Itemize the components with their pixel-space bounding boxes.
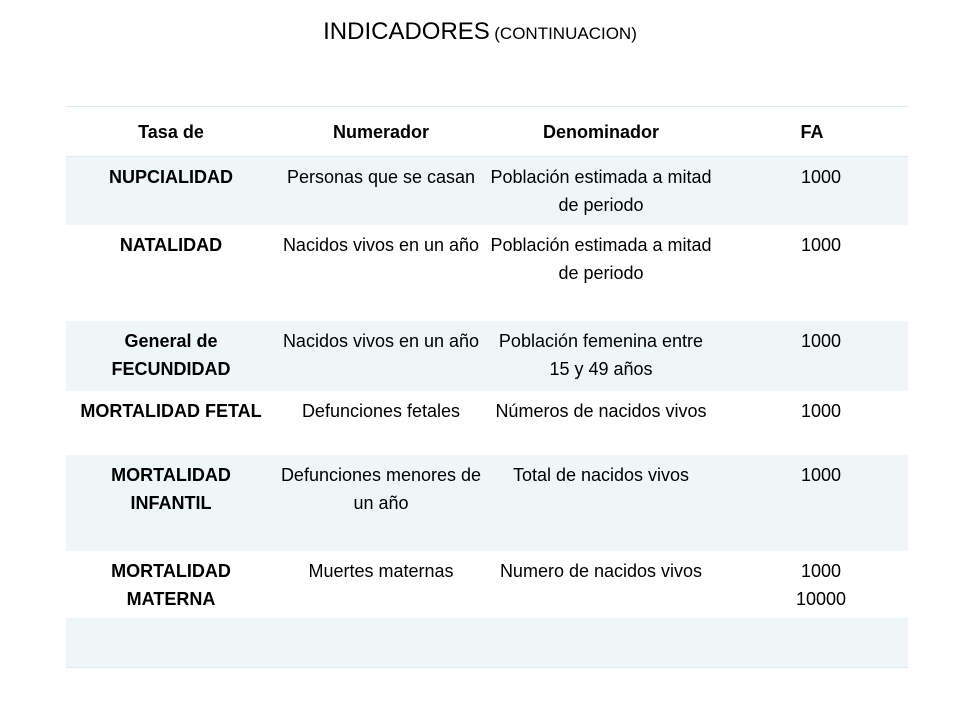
table-row [66,391,908,455]
header-numerador: Numerador [276,107,486,157]
table-header-row [66,107,908,157]
header-fa: FA [716,107,908,157]
cell-numerador: Nacidos vivos en un año [276,321,486,391]
table-row [66,157,908,225]
fa-value-secondary: 10000 [795,588,847,609]
table-row [66,455,908,551]
table-row [66,551,908,618]
table-row [66,321,908,391]
cell-tasa: MORTALIDAD FETAL [80,400,262,421]
title-subtitle: (CONTINUACION) [494,24,637,43]
title-main: INDICADORES [323,18,490,45]
cell-denominador: Total de nacidos vivos [486,455,716,551]
fa-value: 1000 [800,464,842,485]
cell-fa [716,225,908,321]
cell-numerador: Personas que se casan [276,157,486,225]
cell-tasa: NUPCIALIDAD [66,157,276,225]
fa-value: 1000 [800,167,842,187]
cell-denominador: Población femenina entre 15 y 49 años [486,321,716,391]
cell-empty [716,618,908,668]
cell-numerador: Muertes maternas [308,560,454,581]
cell-empty [66,618,276,668]
indicators-table [66,106,908,668]
cell-fa [716,157,908,225]
cell-denominador: Población estimada a mitad de periodo [486,157,716,225]
cell-fa [716,455,908,551]
cell-numerador: Defunciones menores de un año [276,455,486,551]
cell-denominador: Numero de nacidos vivos [499,560,703,581]
cell-fa [716,321,908,391]
cell-numerador: Nacidos vivos en un año [282,234,480,255]
cell-tasa: General de FECUNDIDAD [66,321,276,391]
fa-value: 1000 [800,234,842,255]
header-denominador: Denominador [486,107,716,157]
cell-numerador: Defunciones fetales [301,400,461,421]
table-row [66,225,908,321]
cell-empty [276,618,486,668]
fa-value: 1000 [800,560,842,581]
cell-fa [716,391,908,455]
page-title [0,18,960,46]
fa-value: 1000 [800,330,842,351]
cell-tasa: NATALIDAD [119,234,223,255]
table-row-empty [66,618,908,668]
cell-denominador: Población estimada a mitad de periodo [490,234,712,283]
cell-tasa: MORTALIDAD INFANTIL [66,455,276,551]
cell-tasa: MORTALIDAD MATERNA [111,560,231,609]
cell-fa [716,551,908,618]
fa-value: 1000 [800,400,842,421]
header-tasa: Tasa de [66,107,276,157]
cell-denominador: Números de nacidos vivos [495,400,707,421]
cell-empty [486,618,716,668]
